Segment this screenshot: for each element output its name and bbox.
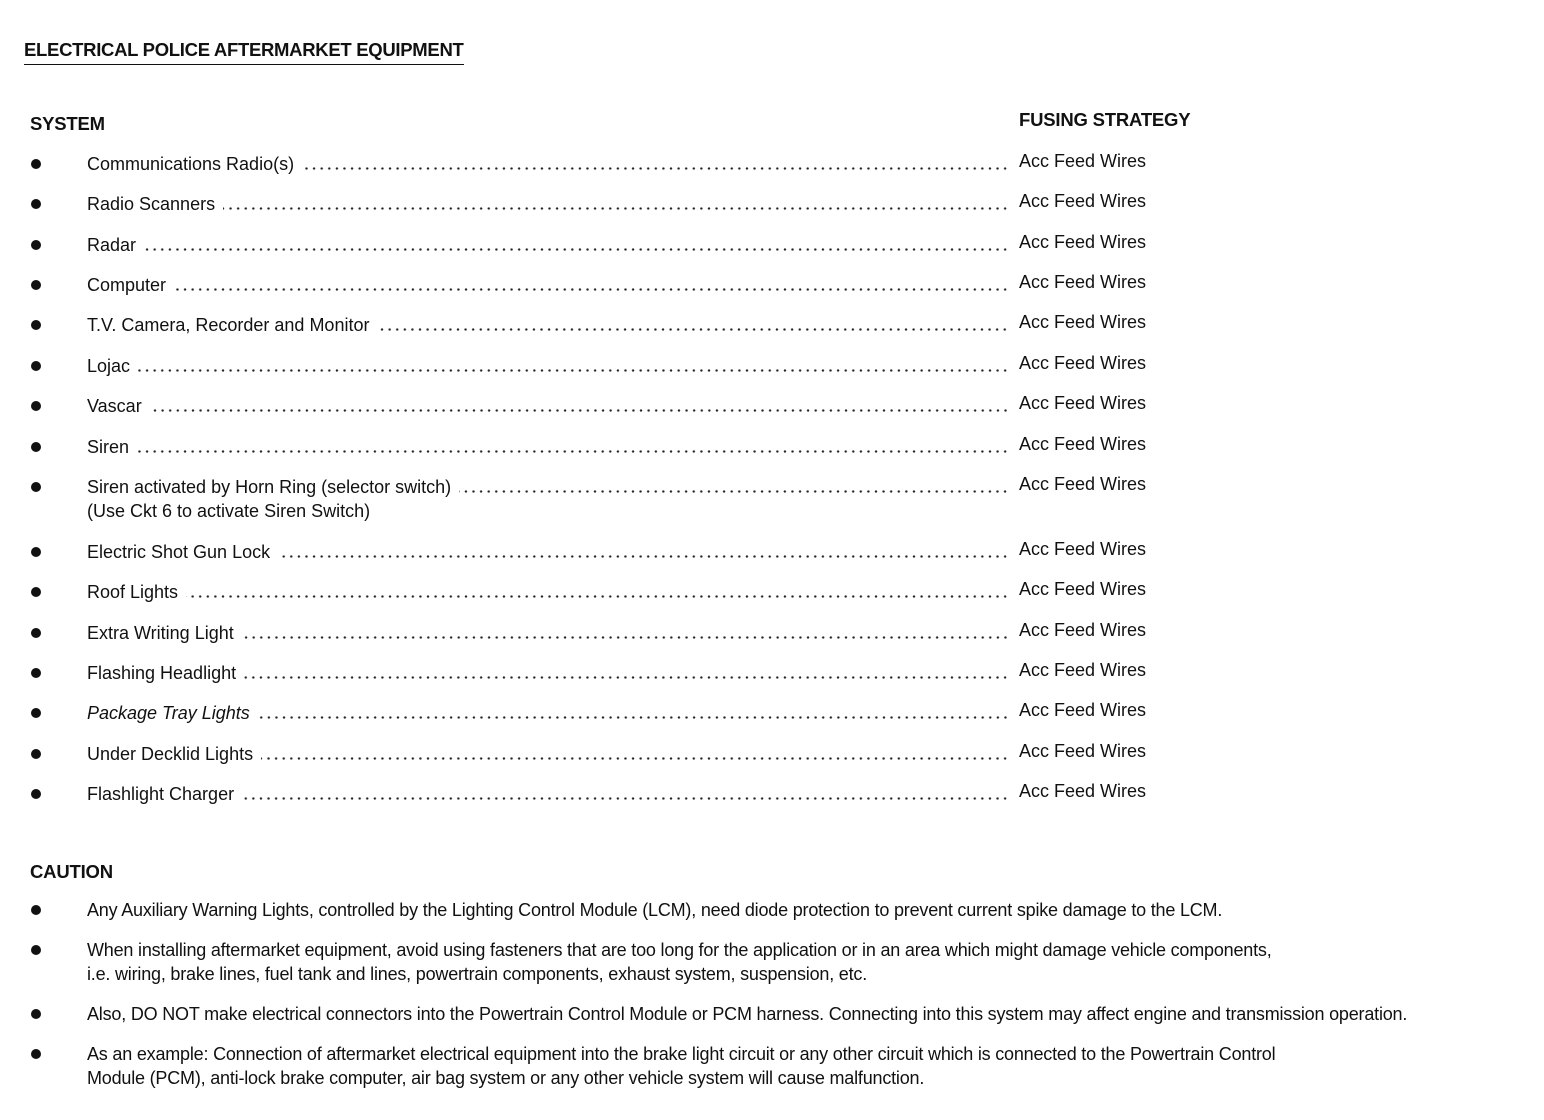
fusing-strategy: Acc Feed Wires xyxy=(1019,272,1147,292)
bullet-icon xyxy=(31,1009,41,1019)
fusing-strategy: Acc Feed Wires xyxy=(1019,474,1147,494)
caution-heading: CAUTION xyxy=(30,861,113,882)
bullet-icon xyxy=(31,547,41,557)
system-name: Communications Radio(s) xyxy=(87,154,295,174)
list-item xyxy=(0,783,1544,813)
dot-leader xyxy=(150,409,1009,412)
system-name: Package Tray Lights xyxy=(87,703,250,723)
fusing-strategy: Acc Feed Wires xyxy=(1019,191,1147,211)
list-item xyxy=(0,702,1544,732)
dot-leader xyxy=(242,797,1009,800)
system-entry xyxy=(87,193,1009,215)
fusing-strategy: Acc Feed Wires xyxy=(1019,393,1147,413)
system-name: Flashlight Charger xyxy=(87,784,235,804)
system-name: Extra Writing Light xyxy=(87,623,234,643)
fusing-strategy: Acc Feed Wires xyxy=(1019,700,1147,720)
fusing-strategy: Acc Feed Wires xyxy=(1019,232,1147,252)
bullet-icon xyxy=(31,280,41,290)
bullet-icon xyxy=(31,1049,41,1059)
system-entry xyxy=(87,314,1009,336)
system-name: Vascar xyxy=(87,396,142,416)
system-name: Flashing Headlight xyxy=(87,663,237,683)
list-item xyxy=(0,355,1544,385)
bullet-icon xyxy=(31,159,41,169)
fusing-strategy: Acc Feed Wires xyxy=(1019,151,1147,171)
bullet-icon xyxy=(31,905,41,915)
caution-line: i.e. wiring, brake lines, fuel tank and lines, powertrain components, exhaust system, suspension, etc. xyxy=(87,964,868,984)
dot-leader xyxy=(244,676,1009,679)
list-item xyxy=(0,581,1544,611)
fusing-strategy: Acc Feed Wires xyxy=(1019,353,1147,373)
bullet-icon xyxy=(31,628,41,638)
caution-text xyxy=(87,938,1537,986)
system-name: T.V. Camera, Recorder and Monitor xyxy=(87,315,370,335)
system-entry xyxy=(87,541,1009,563)
bullet-icon xyxy=(31,749,41,759)
fusing-strategy-column-header: FUSING STRATEGY xyxy=(1019,109,1191,130)
list-item xyxy=(0,153,1544,183)
list-item xyxy=(0,274,1544,304)
system-entry xyxy=(87,234,1009,256)
system-entry xyxy=(87,702,1009,724)
system-name: Under Decklid Lights xyxy=(87,744,254,764)
caution-line: Also, DO NOT make electrical connectors into the Powertrain Control Module or PCM harness. Connecting into this system may affect engine and transmission operation. xyxy=(87,1004,1408,1024)
system-name: Electric Shot Gun Lock xyxy=(87,542,271,562)
system-name: Computer xyxy=(87,275,167,295)
list-item xyxy=(0,395,1544,425)
dot-leader xyxy=(278,555,1009,558)
list-item xyxy=(0,622,1544,652)
system-entry xyxy=(87,581,1009,603)
bullet-icon xyxy=(31,401,41,411)
list-item xyxy=(0,541,1544,571)
caution-line: As an example: Connection of aftermarket electrical equipment into the brake light circuit or any other circuit which is connected to the Powertrain Control xyxy=(87,1044,1276,1064)
dot-leader xyxy=(144,248,1009,251)
dot-leader xyxy=(261,757,1009,760)
system-name: Siren xyxy=(87,437,130,457)
dot-leader xyxy=(377,328,1009,331)
system-entry xyxy=(87,622,1009,644)
dot-leader xyxy=(459,490,1009,493)
dot-leader xyxy=(186,595,1009,598)
caution-text xyxy=(87,898,1537,922)
fusing-strategy: Acc Feed Wires xyxy=(1019,781,1147,801)
system-name: Siren activated by Horn Ring (selector switch) xyxy=(87,477,452,497)
list-item xyxy=(0,662,1544,692)
caution-line: Any Auxiliary Warning Lights, controlled by the Lighting Control Module (LCM), need diode protection to prevent current spike damage to the LCM. xyxy=(87,900,1223,920)
bullet-icon xyxy=(31,482,41,492)
dot-leader xyxy=(223,207,1009,210)
bullet-icon xyxy=(31,199,41,209)
system-entry xyxy=(87,355,1009,377)
system-entry xyxy=(87,274,1009,296)
system-entry xyxy=(87,395,1009,417)
dot-leader xyxy=(242,636,1009,639)
caution-text xyxy=(87,1002,1537,1026)
bullet-icon xyxy=(31,320,41,330)
caution-text xyxy=(87,1042,1537,1090)
bullet-icon xyxy=(31,587,41,597)
list-item xyxy=(0,234,1544,264)
system-entry xyxy=(87,662,1009,684)
list-item xyxy=(0,436,1544,466)
dot-leader xyxy=(138,369,1009,372)
dot-leader xyxy=(174,288,1009,291)
list-item xyxy=(0,476,1544,528)
page-title: ELECTRICAL POLICE AFTERMARKET EQUIPMENT xyxy=(24,39,464,65)
system-entry xyxy=(87,743,1009,765)
fusing-strategy: Acc Feed Wires xyxy=(1019,620,1147,640)
bullet-icon xyxy=(31,708,41,718)
fusing-strategy: Acc Feed Wires xyxy=(1019,660,1147,680)
system-name: Roof Lights xyxy=(87,582,179,602)
system-column-header: SYSTEM xyxy=(30,113,105,134)
system-name: Radio Scanners xyxy=(87,194,216,214)
system-entry xyxy=(87,436,1009,458)
system-note: (Use Ckt 6 to activate Siren Switch) xyxy=(87,501,371,521)
bullet-icon xyxy=(31,789,41,799)
bullet-icon xyxy=(31,668,41,678)
dot-leader xyxy=(137,450,1009,453)
dot-leader xyxy=(302,167,1009,170)
system-entry xyxy=(87,476,1009,498)
list-item xyxy=(0,193,1544,223)
list-item xyxy=(0,743,1544,773)
system-name: Radar xyxy=(87,235,137,255)
fusing-strategy: Acc Feed Wires xyxy=(1019,579,1147,599)
bullet-icon xyxy=(31,240,41,250)
fusing-strategy: Acc Feed Wires xyxy=(1019,741,1147,761)
bullet-icon xyxy=(31,442,41,452)
system-entry xyxy=(87,783,1009,805)
dot-leader xyxy=(258,716,1009,719)
list-item xyxy=(0,314,1544,344)
system-entry xyxy=(87,153,1009,175)
fusing-strategy: Acc Feed Wires xyxy=(1019,539,1147,559)
fusing-strategy: Acc Feed Wires xyxy=(1019,312,1147,332)
caution-line: When installing aftermarket equipment, avoid using fasteners that are too long for the application or in an area which might damage vehicle components, xyxy=(87,940,1272,960)
bullet-icon xyxy=(31,361,41,371)
system-name: Lojac xyxy=(87,356,131,376)
bullet-icon xyxy=(31,945,41,955)
caution-line: Module (PCM), anti-lock brake computer, air bag system or any other vehicle system will cause malfunction. xyxy=(87,1068,925,1088)
fusing-strategy: Acc Feed Wires xyxy=(1019,434,1147,454)
